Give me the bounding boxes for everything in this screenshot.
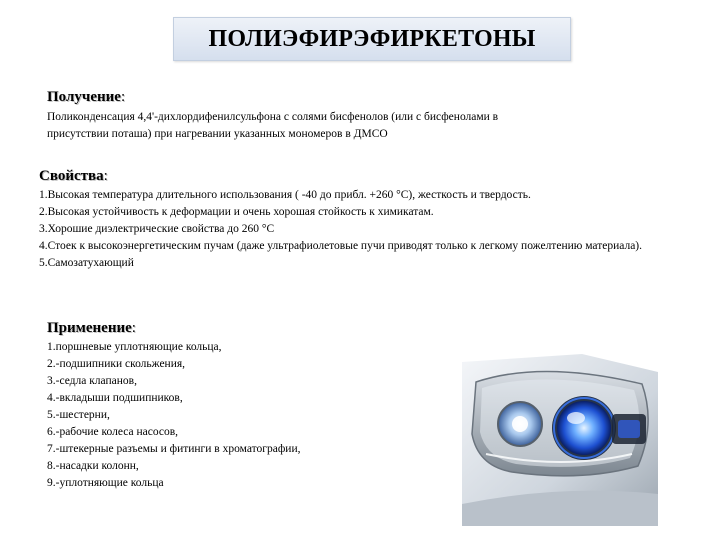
application-item: 8.-насадки колонн,: [47, 460, 139, 472]
application-item: 2.-подшипники скольжения,: [47, 358, 186, 370]
application-item: 7.-штекерные разъемы и фитинги в хроматографии,: [47, 443, 301, 455]
obtain-heading: [47, 89, 125, 106]
car-headlight-icon: [462, 354, 658, 526]
property-item: 5.Самозатухающий: [39, 257, 134, 269]
title-banner: [173, 17, 571, 61]
application-heading-colon: :: [131, 320, 136, 336]
application-item: 4.-вкладыши подшипников,: [47, 392, 183, 404]
application-item: 3.-седла клапанов,: [47, 375, 137, 387]
application-item: 6.-рабочие колеса насосов,: [47, 426, 179, 438]
obtain-heading-text: Получение: [47, 89, 121, 105]
obtain-line: Поликонденсация 4,4'-дихлордифенилсульфона с солями бисфенолов (или с бисфенолами в: [47, 111, 499, 123]
application-heading: [47, 320, 136, 337]
obtain-description: [47, 109, 622, 143]
application-item: 5.-шестерни,: [47, 409, 110, 421]
property-item: 2.Высокая устойчивость к деформации и очень хорошая стойкость к химикатам.: [39, 206, 434, 218]
page-title: ПОЛИЭФИРЭФИРКЕТОНЫ: [208, 25, 536, 52]
properties-list: [39, 187, 679, 272]
application-item: 1.поршневые уплотняющие кольца,: [47, 341, 222, 353]
property-item: 3.Хорошие диэлектрические свойства до 260 °C: [39, 223, 275, 235]
property-item: 4.Стоек к высокоэнергетическим пучам (даже ультрафиолетовые пучи приводят только к легкому пожелтению материала).: [39, 240, 643, 252]
properties-heading-text: Свойства: [39, 168, 104, 184]
property-item: 1.Высокая температура длительного использования ( -40 до прибл. +260 °C), жесткость и твердость.: [39, 189, 531, 201]
properties-heading: [39, 168, 108, 185]
application-heading-text: Применение: [47, 320, 132, 336]
obtain-line: присутствии поташа) при нагревании указанных мономеров в ДМСО: [47, 128, 388, 140]
application-item: 9.-уплотняющие кольца: [47, 477, 164, 489]
application-list: [47, 339, 427, 492]
properties-heading-colon: :: [103, 168, 108, 184]
obtain-heading-colon: :: [120, 89, 126, 105]
